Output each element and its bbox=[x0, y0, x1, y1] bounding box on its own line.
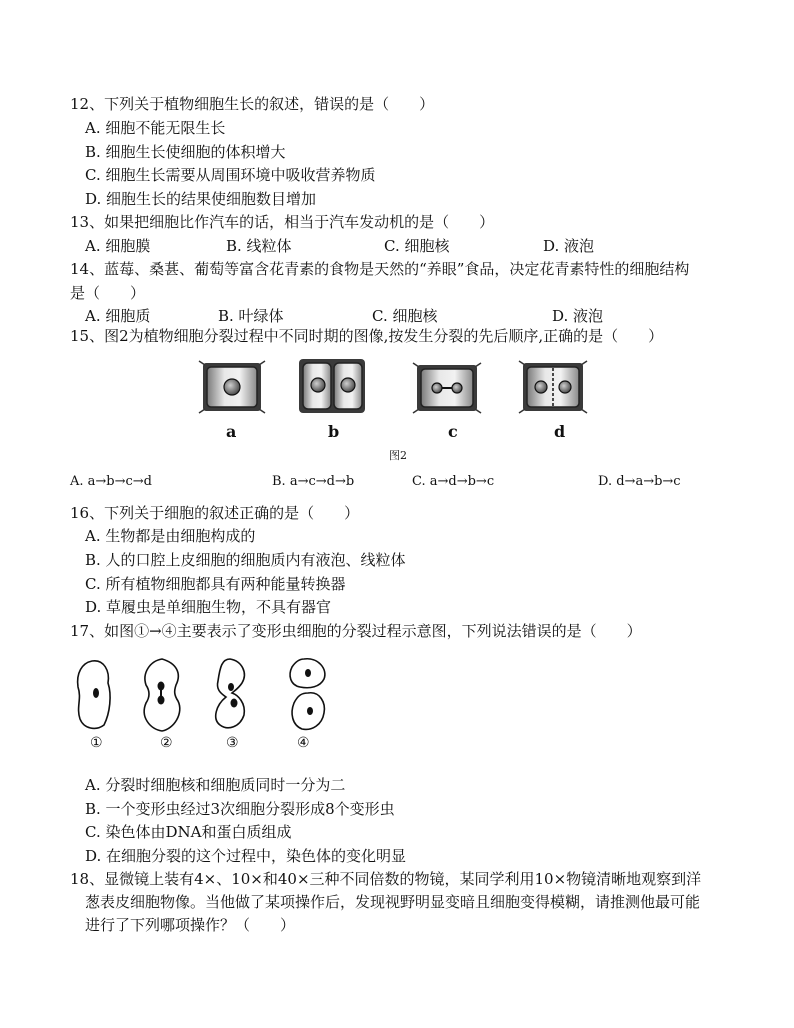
q13-option-a: A. 细胞膜 bbox=[85, 237, 151, 255]
figure-2-caption: 图2 bbox=[389, 449, 407, 462]
q15-option-a: A. a→b→c→d bbox=[70, 474, 153, 489]
figure-2-label-d: d bbox=[554, 422, 566, 441]
q12-stem: 12、下列关于植物细胞生长的叙述，错误的是（ ） bbox=[70, 95, 435, 113]
q13-option-d: D. 液泡 bbox=[543, 237, 595, 255]
q15-option-d: D. d→a→b→c bbox=[598, 474, 681, 489]
figure-2-plant-cells bbox=[195, 355, 595, 425]
q17-option-a: A. 分裂时细胞核和细胞质同时一分为二 bbox=[85, 776, 346, 794]
q17-option-b: B. 一个变形虫经过3次细胞分裂形成8个变形虫 bbox=[85, 800, 395, 818]
q15-option-b: B. a→c→d→b bbox=[272, 474, 355, 489]
q12-option-b: B. 细胞生长使细胞的体积增大 bbox=[85, 143, 286, 161]
amoeba-stage-2 bbox=[144, 659, 180, 731]
figure-2-label-c: c bbox=[448, 422, 458, 441]
amoeba-label-3: ③ bbox=[226, 735, 239, 751]
q14-option-c: C. 细胞核 bbox=[372, 307, 438, 325]
q13-option-b: B. 线粒体 bbox=[226, 237, 292, 255]
q14-stem-line2: 是（ ） bbox=[70, 284, 146, 302]
figure-2-label-b: b bbox=[328, 422, 340, 441]
q14-option-d: D. 液泡 bbox=[552, 307, 604, 325]
q13-stem: 13、如果把细胞比作汽车的话，相当于汽车发动机的是（ ） bbox=[70, 213, 495, 231]
q17-option-c: C. 染色体由DNA和蛋白质组成 bbox=[85, 823, 292, 841]
q16-option-c: C. 所有植物细胞都具有两种能量转换器 bbox=[85, 575, 346, 593]
q12-option-c: C. 细胞生长需要从周围环境中吸收营养物质 bbox=[85, 166, 376, 184]
q16-stem: 16、下列关于细胞的叙述正确的是（ ） bbox=[70, 504, 360, 522]
cell-d bbox=[519, 361, 587, 413]
amoeba-stage-4 bbox=[290, 659, 325, 730]
q13-option-c: C. 细胞核 bbox=[384, 237, 450, 255]
amoeba-label-2: ② bbox=[160, 735, 173, 751]
q16-option-d: D. 草履虫是单细胞生物，不具有器官 bbox=[85, 598, 332, 616]
amoeba-label-1: ① bbox=[90, 735, 103, 751]
figure-2-label-a: a bbox=[226, 422, 237, 441]
figure-amoeba-division bbox=[70, 655, 340, 735]
amoeba-stage-3 bbox=[216, 659, 245, 728]
cell-a bbox=[199, 361, 265, 413]
q16-option-b: B. 人的口腔上皮细胞的细胞质内有液泡、线粒体 bbox=[85, 551, 406, 569]
amoeba-label-4: ④ bbox=[297, 735, 310, 751]
q18-stem-line2: 葱表皮细胞物像。当他做了某项操作后，发现视野明显变暗且细胞变得模糊，请推测他最可能 bbox=[85, 893, 701, 911]
amoeba-stage-1 bbox=[78, 661, 110, 729]
q18-stem-line3: 进行了下列哪项操作？（ ） bbox=[85, 916, 296, 934]
q14-option-a: A. 细胞质 bbox=[85, 307, 151, 325]
q17-option-d: D. 在细胞分裂的这个过程中，染色体的变化明显 bbox=[85, 847, 407, 865]
q15-option-c: C. a→d→b→c bbox=[412, 474, 495, 489]
q12-option-a: A. 细胞不能无限生长 bbox=[85, 119, 226, 137]
q15-stem: 15、图2为植物细胞分裂过程中不同时期的图像,按发生分裂的先后顺序,正确的是（ ） bbox=[70, 327, 664, 345]
q17-stem: 17、如图①→④主要表示了变形虫细胞的分裂过程示意图，下列说法错误的是（ ） bbox=[70, 622, 642, 640]
q12-option-d: D. 细胞生长的结果使细胞数目增加 bbox=[85, 190, 317, 208]
q14-stem-line1: 14、蓝莓、桑葚、葡萄等富含花青素的食物是天然的“养眼”食品，决定花青素特性的细胞结构 bbox=[70, 260, 690, 278]
cell-c bbox=[413, 363, 481, 413]
q18-stem-line1: 18、显微镜上装有4×、10×和40×三种不同倍数的物镜，某同学利用10×物镜清晰地观察到洋 bbox=[70, 870, 702, 888]
q16-option-a: A. 生物都是由细胞构成的 bbox=[85, 527, 256, 545]
q14-option-b: B. 叶绿体 bbox=[218, 307, 284, 325]
cell-b bbox=[299, 359, 365, 413]
